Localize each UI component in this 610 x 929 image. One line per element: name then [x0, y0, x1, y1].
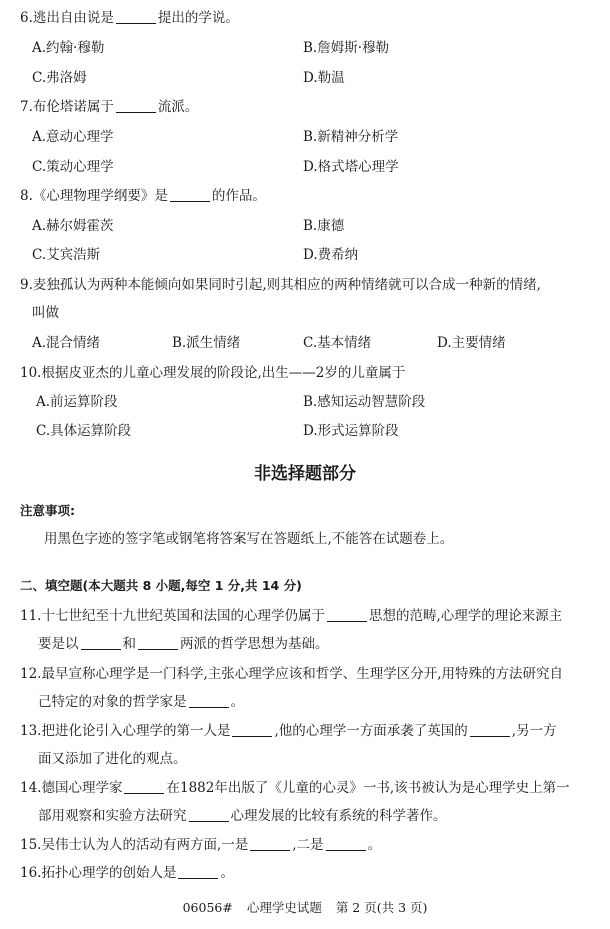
- question-13-p3: ,另一方: [511, 723, 557, 739]
- answer-blank: [81, 635, 121, 650]
- answer-blank: [250, 836, 290, 851]
- answer-blank: [124, 779, 164, 794]
- question-11-p1: 11.十七世纪至十九世纪英国和法国的心理学仍属于: [20, 608, 325, 624]
- footer-code: 06056#: [182, 900, 233, 915]
- question-10-option-c: C.具体运算阶段: [36, 423, 132, 439]
- question-6-option-a: A.约翰·穆勒: [32, 40, 105, 56]
- question-8-option-d: D.费希纳: [303, 247, 359, 263]
- part2-heading: 二、填空题(本大题共 8 小题,每空 1 分,共 14 分): [20, 578, 302, 593]
- question-7-option-d: D.格式塔心理学: [303, 159, 399, 175]
- question-7-pre: 7.布伦塔诺属于: [20, 99, 114, 115]
- question-10-option-b: B.感知运动智慧阶段: [303, 394, 426, 410]
- answer-blank: [116, 9, 156, 24]
- question-11-p4: 和: [122, 636, 136, 652]
- question-15-p1: 15.吴伟士认为人的活动有两方面,一是: [20, 837, 249, 853]
- question-9-option-d: D.主要情绪: [437, 335, 506, 351]
- question-6-option-b: B.詹姆斯·穆勒: [303, 40, 390, 56]
- question-12-l2: 己特定的对象的哲学家是: [38, 694, 187, 710]
- question-9-stem-cont: 叫做: [32, 305, 59, 321]
- answer-blank: [470, 722, 510, 737]
- question-11-p2: 思想的范畴,心理学的理论来源主: [368, 608, 563, 624]
- question-13-p1: 13.把进化论引入心理学的第一人是: [20, 723, 231, 739]
- question-9-option-c: C.基本情绪: [303, 335, 372, 351]
- notice-title: 注意事项:: [20, 503, 75, 518]
- question-14-p2: 在1882年出版了《儿童的心灵》一书,该书被认为是心理学史上第一: [166, 780, 570, 796]
- question-13-p2: ,他的心理学一方面承袭了英国的: [274, 723, 468, 739]
- answer-blank: [178, 864, 218, 879]
- question-13-line1: [20, 720, 596, 742]
- question-7-option-b: B.新精神分析学: [303, 129, 399, 145]
- question-6-stem: [20, 7, 596, 29]
- page-footer: [0, 898, 610, 918]
- question-9-option-a: A.混合情绪: [32, 335, 101, 351]
- section-title: 非选择题部分: [254, 464, 356, 484]
- question-7-post: 流派。: [157, 99, 199, 115]
- question-14-p1: 14.德国心理学家: [20, 780, 123, 796]
- answer-blank: [327, 607, 367, 622]
- question-8-option-c: C.艾宾浩斯: [32, 247, 101, 263]
- question-14-line2: [38, 805, 596, 827]
- question-10-option-a: A.前运算阶段: [36, 394, 118, 410]
- question-6-pre: 6.逃出自由说是: [20, 10, 114, 26]
- question-11-p3: 要是以: [38, 636, 79, 652]
- question-16-line: [20, 862, 596, 884]
- answer-blank: [189, 807, 229, 822]
- question-11-line2: [38, 633, 596, 655]
- question-12-line1: 12.最早宣称心理学是一门科学,主张心理学应该和哲学、生理学区分开,用特殊的方法研究自: [20, 666, 564, 682]
- question-12-l2b: 。: [230, 694, 244, 710]
- question-14-p4: 心理发展的比较有系统的科学著作。: [230, 808, 447, 824]
- footer-page: 第 2 页(共 3 页): [335, 900, 428, 915]
- question-14-p3: 部用观察和实验方法研究: [38, 808, 187, 824]
- question-7-option-a: A.意动心理学: [32, 129, 114, 145]
- answer-blank: [116, 98, 156, 113]
- question-9-option-b: B.派生情绪: [172, 335, 241, 351]
- question-8-option-b: B.康德: [303, 218, 345, 234]
- question-8-pre: 8.《心理物理学纲要》是: [20, 188, 168, 204]
- question-8-stem: [20, 185, 596, 207]
- question-6-option-c: C.弗洛姆: [32, 70, 87, 86]
- question-16-p1: 16.拓扑心理学的创始人是: [20, 865, 177, 881]
- question-10-option-d: D.形式运算阶段: [303, 423, 399, 439]
- answer-blank: [170, 187, 210, 202]
- question-8-option-a: A.赫尔姆霍茨: [32, 218, 114, 234]
- footer-subject: 心理学史试题: [246, 900, 322, 915]
- question-12-line2: [38, 691, 596, 713]
- question-14-line1: [20, 777, 596, 799]
- question-7-option-c: C.策动心理学: [32, 159, 114, 175]
- question-6-post: 提出的学说。: [157, 10, 239, 26]
- question-15-line: [20, 834, 596, 856]
- answer-blank: [138, 635, 178, 650]
- answer-blank: [232, 722, 272, 737]
- question-9-stem: 9.麦独孤认为两种本能倾向如果同时引起,则其相应的两种情绪就可以合成一种新的情绪,: [20, 277, 541, 293]
- question-11-line1: [20, 605, 596, 627]
- question-16-p2: 。: [220, 865, 234, 881]
- question-13-line2: 面又添加了进化的观点。: [38, 751, 187, 767]
- question-15-p2: ,二是: [292, 837, 324, 853]
- answer-blank: [189, 693, 229, 708]
- question-8-post: 的作品。: [211, 188, 266, 204]
- notice-text: 用黑色字迹的签字笔或钢笔将答案写在答题纸上,不能答在试题卷上。: [44, 531, 454, 547]
- question-10-stem: 10.根据皮亚杰的儿童心理发展的阶段论,出生——2岁的儿童属于: [20, 365, 406, 381]
- question-15-p3: 。: [367, 837, 382, 853]
- answer-blank: [326, 836, 366, 851]
- question-7-stem: [20, 96, 596, 118]
- question-6-option-d: D.勒温: [303, 70, 345, 86]
- question-11-p5: 两派的哲学思想为基础。: [180, 636, 329, 652]
